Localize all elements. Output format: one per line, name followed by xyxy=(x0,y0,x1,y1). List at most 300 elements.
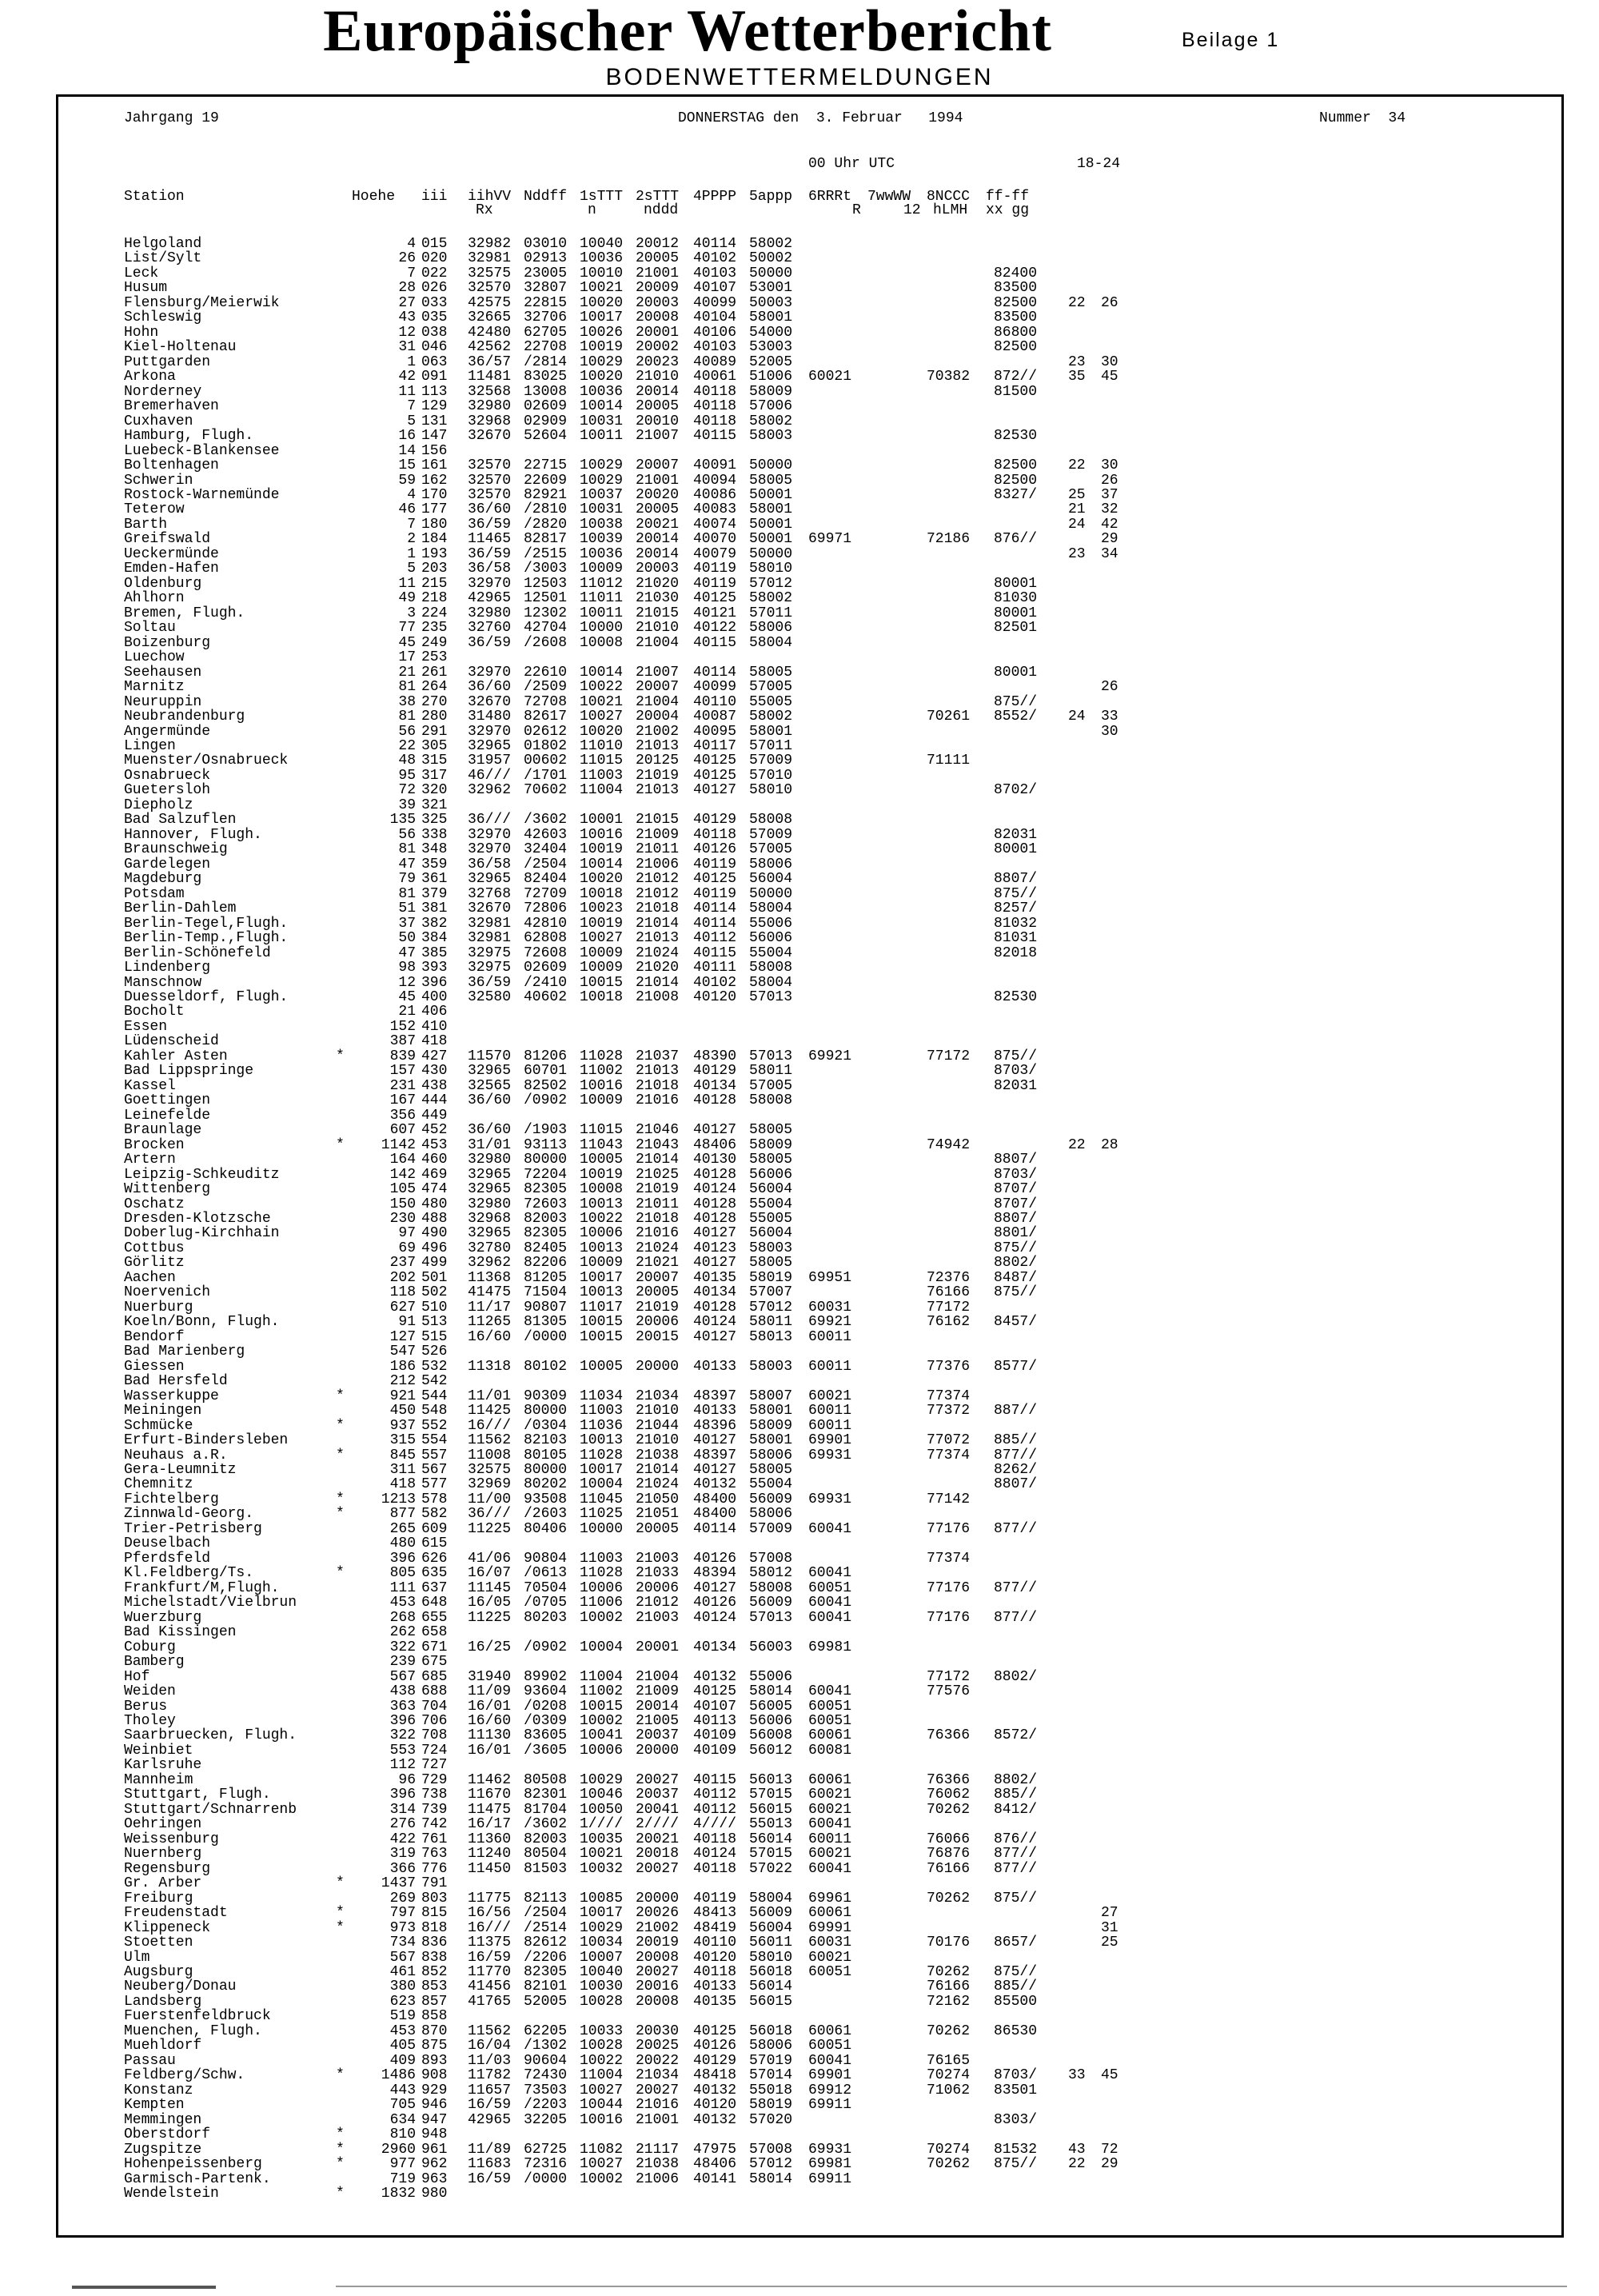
group-8nccc: 80001 xyxy=(994,605,1038,621)
group-6rrrt: 60061 xyxy=(808,2022,852,2039)
group-2sttt: 20003 xyxy=(636,561,680,577)
col-5appp: 5appp xyxy=(749,189,793,205)
group-4pppp: 40121 xyxy=(693,605,737,621)
group-1sttt: 10020 xyxy=(580,369,624,385)
group-2sttt: 21015 xyxy=(636,605,680,621)
station-id: 215 xyxy=(421,575,448,592)
station-height: 356 xyxy=(389,1107,416,1124)
group-5appp: 56006 xyxy=(749,1713,793,1729)
group-5appp: 57010 xyxy=(749,767,793,784)
station-name: Brocken xyxy=(124,1136,185,1153)
station-id: 688 xyxy=(421,1683,448,1700)
group-4pppp: 48390 xyxy=(693,1048,737,1064)
group-5appp: 57007 xyxy=(749,1284,793,1301)
station-name: Kl.Feldberg/Ts. xyxy=(124,1565,254,1582)
group-4pppp: 40124 xyxy=(693,1314,737,1331)
group-5appp: 58011 xyxy=(749,1063,793,1080)
group-1sttt: 10021 xyxy=(580,693,624,710)
group-nddff: /2509 xyxy=(524,679,568,696)
station-name: Emden-Hafen xyxy=(124,561,219,577)
group-1sttt: 10028 xyxy=(580,1993,624,2010)
group-nddff: 72608 xyxy=(524,944,568,961)
group-iihvv: 32980 xyxy=(468,605,512,621)
group-4pppp: 40107 xyxy=(693,1698,737,1715)
group-2sttt: 21014 xyxy=(636,915,680,932)
group-nddff: 80102 xyxy=(524,1358,568,1375)
group-4pppp: 40109 xyxy=(693,1742,737,1759)
group-5appp: 58006 xyxy=(749,2038,793,2054)
group-iihvv: 11481 xyxy=(468,369,512,385)
station-height: 1 xyxy=(407,545,416,562)
group-5appp: 58002 xyxy=(749,590,793,607)
group-iihvv: 11360 xyxy=(468,1831,512,1847)
group-2sttt: 20019 xyxy=(636,1935,680,1951)
group-4pppp: 40110 xyxy=(693,693,737,710)
group-4pppp: 40119 xyxy=(693,561,737,577)
group-iihvv: 31480 xyxy=(468,709,512,725)
group-nddff: 62725 xyxy=(524,2141,568,2158)
station-name: Helgoland xyxy=(124,236,202,252)
group-4pppp: 40127 xyxy=(693,1579,737,1596)
station-height: 81 xyxy=(398,885,416,902)
station-name: Mannheim xyxy=(124,1771,193,1788)
station-name: Kassel xyxy=(124,1077,176,1094)
group-5appp: 58004 xyxy=(749,634,793,651)
group-2sttt: 21019 xyxy=(636,1181,680,1198)
group-nddff: 82206 xyxy=(524,1255,568,1272)
group-4pppp: 48400 xyxy=(693,1506,737,1523)
station-name: Wasserkuppe xyxy=(124,1388,219,1404)
group-5appp: 58014 xyxy=(749,1683,793,1700)
station-height: 81 xyxy=(398,679,416,696)
group-iihvv: 16/07 xyxy=(468,1565,512,1582)
station-name: Neuberg/Donau xyxy=(124,1979,237,1995)
station-id: 704 xyxy=(421,1698,448,1715)
group-iihvv: 11450 xyxy=(468,1860,512,1877)
group-5appp: 56009 xyxy=(749,1491,793,1507)
group-iihvv: 31940 xyxy=(468,1668,512,1685)
station-height: 418 xyxy=(389,1476,416,1493)
group-iihvv: 32970 xyxy=(468,723,512,740)
group-nddff: /2515 xyxy=(524,545,568,562)
station-id: 532 xyxy=(421,1358,448,1375)
group-iihvv: 32962 xyxy=(468,1255,512,1272)
group-iihvv: 32670 xyxy=(468,693,512,710)
station-id: 161 xyxy=(421,457,448,474)
group-5appp: 56009 xyxy=(749,1905,793,1922)
group-nddff: 70504 xyxy=(524,1579,568,1596)
group-2sttt: 21003 xyxy=(636,1609,680,1626)
group-2sttt: 20004 xyxy=(636,709,680,725)
group-iihvv: 32768 xyxy=(468,885,512,902)
group-8nccc: 82500 xyxy=(994,457,1038,474)
group-1sttt: 10019 xyxy=(580,915,624,932)
station-height: 150 xyxy=(389,1196,416,1212)
group-5appp: 57013 xyxy=(749,988,793,1005)
group-1sttt: 10008 xyxy=(580,1181,624,1198)
group-iihvv: 11/03 xyxy=(468,2052,512,2069)
station-height: 4 xyxy=(407,236,416,252)
group-5appp: 56014 xyxy=(749,1831,793,1847)
station-name: Chemnitz xyxy=(124,1476,193,1493)
group-6rrrt: 60021 xyxy=(808,1846,852,1863)
group-1sttt: 10015 xyxy=(580,1328,624,1345)
group-8nccc: 876// xyxy=(994,531,1038,548)
col-7wwww: 7wwWW xyxy=(867,189,911,205)
mountain-marker: * xyxy=(336,2067,345,2084)
station-height: 98 xyxy=(398,960,416,976)
group-8nccc: 885// xyxy=(994,1432,1038,1449)
station-name: Berlin-Schönefeld xyxy=(124,944,271,961)
group-1sttt: 10002 xyxy=(580,2170,624,2187)
group-8nccc: 81032 xyxy=(994,915,1038,932)
station-name: Oberstdorf xyxy=(124,2126,211,2143)
group-5appp: 56006 xyxy=(749,930,793,947)
group-5appp: 57009 xyxy=(749,753,793,769)
station-id: 724 xyxy=(421,1742,448,1759)
station-id: 015 xyxy=(421,236,448,252)
group-6rrrt: 60041 xyxy=(808,1683,852,1700)
group-1sttt: 10019 xyxy=(580,841,624,858)
station-id: 406 xyxy=(421,1004,448,1020)
station-name: Flensburg/Meierwik xyxy=(124,294,280,311)
group-2sttt: 20014 xyxy=(636,1698,680,1715)
group-4pppp: 40125 xyxy=(693,767,737,784)
station-name: Oschatz xyxy=(124,1196,185,1212)
gust-gg: 31 xyxy=(1101,1919,1119,1936)
station-height: 186 xyxy=(389,1358,416,1375)
group-5appp: 51006 xyxy=(749,369,793,385)
mountain-marker: * xyxy=(336,2141,345,2158)
station-name: Berus xyxy=(124,1698,168,1715)
station-height: 977 xyxy=(389,2156,416,2173)
group-2sttt: 21012 xyxy=(636,871,680,888)
group-2sttt: 20022 xyxy=(636,2052,680,2069)
group-8nccc: 875// xyxy=(994,1240,1038,1256)
group-1sttt: 10015 xyxy=(580,974,624,991)
group-1sttt: 11043 xyxy=(580,1136,624,1153)
station-name: Wuerzburg xyxy=(124,1609,202,1626)
group-nddff: 22708 xyxy=(524,339,568,356)
utc-label: 00 Uhr UTC xyxy=(808,156,895,172)
group-6rrrt: 69931 xyxy=(808,1447,852,1463)
group-2sttt: 21015 xyxy=(636,812,680,829)
group-2sttt: 21018 xyxy=(636,1211,680,1228)
group-1sttt: 11006 xyxy=(580,1595,624,1611)
group-5appp: 50000 xyxy=(749,545,793,562)
station-height: 21 xyxy=(398,1004,416,1020)
station-id: 253 xyxy=(421,649,448,666)
station-height: 519 xyxy=(389,2008,416,2025)
group-2sttt: 21019 xyxy=(636,1299,680,1316)
group-1sttt: 10004 xyxy=(580,1476,624,1493)
group-1sttt: 10014 xyxy=(580,664,624,681)
station-height: 438 xyxy=(389,1683,416,1700)
station-id: 852 xyxy=(421,1963,448,1980)
station-name: Rostock-Warnemünde xyxy=(124,486,280,503)
gust-gg: 32 xyxy=(1101,501,1119,518)
group-nddff: 93508 xyxy=(524,1491,568,1507)
group-nddff: 83025 xyxy=(524,369,568,385)
group-nddff: 32807 xyxy=(524,280,568,297)
group-2sttt: 20018 xyxy=(636,1846,680,1863)
group-5appp: 57019 xyxy=(749,2052,793,2069)
station-id: 020 xyxy=(421,250,448,267)
group-1sttt: 11003 xyxy=(580,767,624,784)
group-2sttt: 20000 xyxy=(636,1890,680,1907)
group-nddff: 80105 xyxy=(524,1447,568,1463)
group-2sttt: 21003 xyxy=(636,1550,680,1567)
station-name: Muenster/Osnabrueck xyxy=(124,753,289,769)
group-2sttt: 21024 xyxy=(636,944,680,961)
station-height: 973 xyxy=(389,1919,416,1936)
group-5appp: 58004 xyxy=(749,974,793,991)
group-nddff: /2514 xyxy=(524,1919,568,1936)
group-nddff: /1302 xyxy=(524,2038,568,2054)
station-id: 321 xyxy=(421,797,448,813)
gust-gg: 33 xyxy=(1101,709,1119,725)
station-height: 380 xyxy=(389,1979,416,1995)
group-1sttt: 10017 xyxy=(580,1462,624,1478)
group-5appp: 55006 xyxy=(749,915,793,932)
group-6rrrt: 69901 xyxy=(808,2067,852,2084)
group-4pppp: 40128 xyxy=(693,1092,737,1109)
group-nddff: 82305 xyxy=(524,1181,568,1198)
group-8nccc: 8552/ xyxy=(994,709,1038,725)
group-nddff: 82817 xyxy=(524,531,568,548)
station-height: 96 xyxy=(398,1771,416,1788)
group-nddff: 80203 xyxy=(524,1609,568,1626)
station-height: 719 xyxy=(389,2170,416,2187)
group-4pppp: 40106 xyxy=(693,324,737,341)
gust-gg: 26 xyxy=(1101,679,1119,696)
station-height: 43 xyxy=(398,309,416,326)
group-2sttt: 20027 xyxy=(636,1963,680,1980)
group-2sttt: 21002 xyxy=(636,723,680,740)
group-1sttt: 10034 xyxy=(580,1935,624,1951)
station-height: 50 xyxy=(398,930,416,947)
group-2sttt: 21018 xyxy=(636,1077,680,1094)
group-6rrrt: 60021 xyxy=(808,1787,852,1803)
station-height: 14 xyxy=(398,442,416,459)
station-name: Goettingen xyxy=(124,1092,211,1109)
group-5appp: 58005 xyxy=(749,1255,793,1272)
col-nddff: Nddff xyxy=(524,189,568,205)
station-name: Bad Salzuflen xyxy=(124,812,237,829)
station-height: 1437 xyxy=(381,1875,416,1892)
station-id: 381 xyxy=(421,900,448,917)
group-4pppp: 40118 xyxy=(693,1860,737,1877)
gust-gg: 30 xyxy=(1101,723,1119,740)
group-5appp: 58004 xyxy=(749,900,793,917)
group-5appp: 57012 xyxy=(749,1299,793,1316)
group-5appp: 58003 xyxy=(749,1240,793,1256)
group-5appp: 58001 xyxy=(749,501,793,518)
footer-rule xyxy=(336,2286,1567,2287)
station-height: 111 xyxy=(389,1579,416,1596)
group-8nccc: 875// xyxy=(994,1048,1038,1064)
group-iihvv: 36/58 xyxy=(468,856,512,872)
group-1sttt: 10002 xyxy=(580,1609,624,1626)
group-8nccc: 877// xyxy=(994,1447,1038,1463)
group-1sttt: 10035 xyxy=(580,1831,624,1847)
group-5appp: 50001 xyxy=(749,531,793,548)
group-5appp: 57014 xyxy=(749,2067,793,2084)
station-height: 59 xyxy=(398,472,416,489)
group-5appp: 55018 xyxy=(749,2082,793,2098)
group-2sttt: 20006 xyxy=(636,1314,680,1331)
station-height: 26 xyxy=(398,250,416,267)
group-4pppp: 40112 xyxy=(693,1801,737,1818)
group-iihvv: 32965 xyxy=(468,737,512,754)
group-nddff: 82301 xyxy=(524,1787,568,1803)
group-5appp: 58003 xyxy=(749,1358,793,1375)
station-id: 203 xyxy=(421,561,448,577)
group-iihvv: 11775 xyxy=(468,1890,512,1907)
group-nddff: 80000 xyxy=(524,1152,568,1168)
group-nddff: /2603 xyxy=(524,1506,568,1523)
group-5appp: 57013 xyxy=(749,1609,793,1626)
station-id: 706 xyxy=(421,1713,448,1729)
station-name: Wittenberg xyxy=(124,1181,211,1198)
group-8nccc: 877// xyxy=(994,1609,1038,1626)
group-2sttt: 21004 xyxy=(636,1668,680,1685)
group-nddff: /2206 xyxy=(524,1949,568,1966)
group-nddff: 42704 xyxy=(524,620,568,637)
group-8nccc: 8703/ xyxy=(994,1063,1038,1080)
station-height: 1486 xyxy=(381,2067,416,2084)
station-id: 567 xyxy=(421,1462,448,1478)
group-4pppp: 40112 xyxy=(693,930,737,947)
col-2sttt: 2sTTT xyxy=(636,189,680,205)
group-8nccc: 82031 xyxy=(994,826,1038,843)
group-6rrrt: 60061 xyxy=(808,1905,852,1922)
group-4pppp: 40124 xyxy=(693,1609,737,1626)
group-4pppp: 40095 xyxy=(693,723,737,740)
group-nddff: 80504 xyxy=(524,1846,568,1863)
group-nddff: 72603 xyxy=(524,1196,568,1212)
group-1sttt: 10009 xyxy=(580,960,624,976)
group-5appp: 56012 xyxy=(749,1742,793,1759)
col-2sttt-sub: nddd xyxy=(644,202,679,218)
group-1sttt: 10032 xyxy=(580,1860,624,1877)
station-name: Hohenpeissenberg xyxy=(124,2156,262,2173)
station-name: Weinbiet xyxy=(124,1742,193,1759)
station-height: 11 xyxy=(398,575,416,592)
station-height: 1832 xyxy=(381,2186,416,2202)
group-5appp: 58006 xyxy=(749,1506,793,1523)
group-5appp: 58009 xyxy=(749,383,793,400)
group-7wwww: 76366 xyxy=(927,1771,971,1788)
group-1sttt: 11015 xyxy=(580,1122,624,1139)
group-nddff: 82502 xyxy=(524,1077,568,1094)
station-id: 501 xyxy=(421,1269,448,1286)
group-nddff: 80406 xyxy=(524,1520,568,1537)
station-name: Braunlage xyxy=(124,1122,202,1139)
group-nddff: 02909 xyxy=(524,413,568,429)
station-height: 28 xyxy=(398,280,416,297)
station-height: 239 xyxy=(389,1654,416,1671)
col-4pppp: 4PPPP xyxy=(693,189,737,205)
station-height: 97 xyxy=(398,1225,416,1242)
station-id: 129 xyxy=(421,398,448,415)
group-5appp: 58005 xyxy=(749,472,793,489)
group-nddff: 82113 xyxy=(524,1890,568,1907)
group-iihvv: 36/59 xyxy=(468,974,512,991)
group-iihvv: 11318 xyxy=(468,1358,512,1375)
station-id: 315 xyxy=(421,753,448,769)
col-1sttt: 1sTTT xyxy=(580,189,624,205)
group-5appp: 58014 xyxy=(749,2170,793,2187)
gust-gg: 26 xyxy=(1101,294,1119,311)
gust-gg: 30 xyxy=(1101,353,1119,370)
group-1sttt: 10006 xyxy=(580,1225,624,1242)
group-1sttt: 10011 xyxy=(580,605,624,621)
station-id: 490 xyxy=(421,1225,448,1242)
station-height: 276 xyxy=(389,1816,416,1833)
group-1sttt: 10013 xyxy=(580,1240,624,1256)
group-iihvv: 36/60 xyxy=(468,1092,512,1109)
station-height: 3 xyxy=(407,605,416,621)
group-4pppp: 40119 xyxy=(693,1890,737,1907)
group-5appp: 58010 xyxy=(749,1949,793,1966)
group-4pppp: 40118 xyxy=(693,1831,737,1847)
station-id: 637 xyxy=(421,1579,448,1596)
group-4pppp: 40074 xyxy=(693,516,737,533)
group-4pppp: 48397 xyxy=(693,1388,737,1404)
group-iihvv: 32968 xyxy=(468,413,512,429)
station-id: 499 xyxy=(421,1255,448,1272)
station-height: 363 xyxy=(389,1698,416,1715)
group-6rrrt: 69981 xyxy=(808,1639,852,1655)
station-height: 12 xyxy=(398,974,416,991)
group-5appp: 58009 xyxy=(749,1417,793,1434)
station-name: Leinefelde xyxy=(124,1107,211,1124)
group-5appp: 58019 xyxy=(749,1269,793,1286)
group-8nccc: 83501 xyxy=(994,2082,1038,2098)
group-iihvv: 16/01 xyxy=(468,1742,512,1759)
station-height: 5 xyxy=(407,413,416,429)
group-iihvv: 11/89 xyxy=(468,2141,512,2158)
station-id: 542 xyxy=(421,1373,448,1390)
group-iihvv: 32962 xyxy=(468,782,512,799)
group-5appp: 58012 xyxy=(749,1565,793,1582)
group-2sttt: 20005 xyxy=(636,501,680,518)
group-8nccc: 82500 xyxy=(994,294,1038,311)
group-nddff: /0309 xyxy=(524,1713,568,1729)
station-height: 409 xyxy=(389,2052,416,2069)
group-nddff: 00602 xyxy=(524,753,568,769)
group-5appp: 58006 xyxy=(749,1447,793,1463)
group-4pppp: 40111 xyxy=(693,960,737,976)
group-nddff: 02612 xyxy=(524,723,568,740)
group-5appp: 50002 xyxy=(749,250,793,267)
station-id: 338 xyxy=(421,826,448,843)
group-4pppp: 40127 xyxy=(693,1462,737,1478)
station-height: 396 xyxy=(389,1787,416,1803)
group-iihvv: 32565 xyxy=(468,1077,512,1094)
group-8nccc: 8702/ xyxy=(994,782,1038,799)
group-2sttt: 20016 xyxy=(636,1979,680,1995)
group-1sttt: 11028 xyxy=(580,1447,624,1463)
group-5appp: 58002 xyxy=(749,236,793,252)
station-height: 45 xyxy=(398,988,416,1005)
group-iihvv: 16/59 xyxy=(468,2170,512,2187)
station-id: 946 xyxy=(421,2097,448,2114)
station-height: 15 xyxy=(398,457,416,474)
station-id: 474 xyxy=(421,1181,448,1198)
station-name: Bad Hersfeld xyxy=(124,1373,228,1390)
